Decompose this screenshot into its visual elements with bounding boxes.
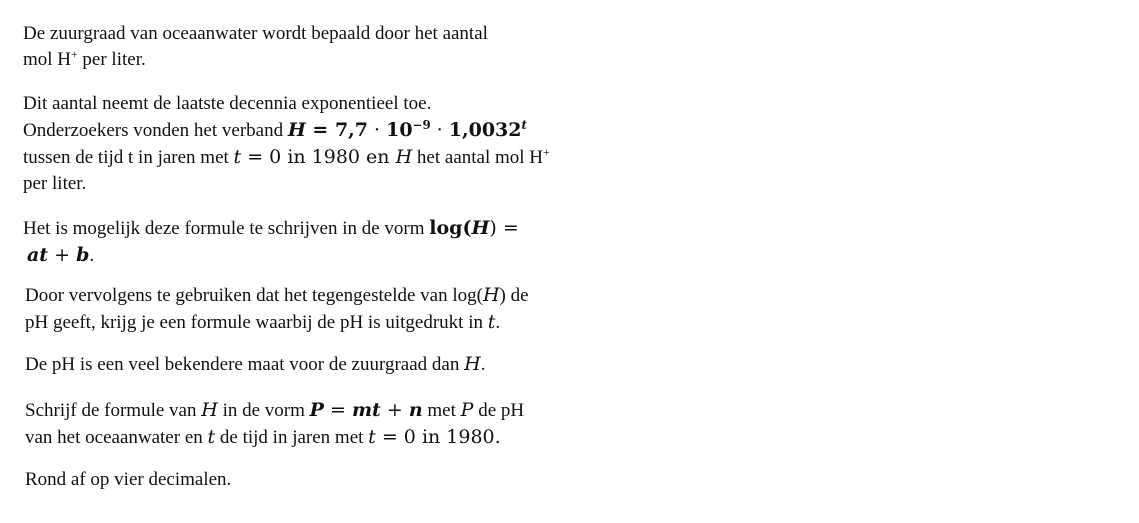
formula-lhs: H [287,119,306,141]
variable-t: t [233,146,242,168]
text: de tijd in jaren met [215,427,369,448]
text: pH geeft, krijg je een formule waarbij de pH is uitgedrukt in [25,312,488,333]
variable-h: H [395,146,413,168]
formula-log: log( [429,217,472,239]
formula-exponent: −9 [412,117,431,132]
paragraph-formula [23,91,550,197]
text-line [23,242,519,269]
variable-h: H [482,284,500,306]
variable-mt: mt [351,399,381,421]
formula-base-ten: 10 [386,119,413,141]
text: . [495,312,501,333]
paragraph-ph-known [25,351,485,378]
variable-t: t [368,426,376,448]
paragraph-rounding [25,467,231,493]
text: + [48,244,77,266]
variable-p: P [460,399,474,421]
variable-t: t [207,426,216,448]
paragraph-intro [23,21,488,73]
variable-h: H [471,217,490,239]
text: met [422,400,461,421]
variable-at: at [27,244,49,266]
superscript-plus: + [543,145,550,159]
variable-n: n [408,399,423,421]
text: Schrijf de formule van [25,400,202,421]
text-line [23,117,550,144]
text: ) = [489,217,519,239]
text: per liter. [77,49,146,70]
text-line [25,282,529,309]
text: de pH [473,400,525,421]
text: Rond af op vier decimalen. [25,469,232,490]
paragraph-log-form [23,215,519,269]
text-line [23,144,550,171]
text: . [480,354,486,375]
text-line [23,21,488,47]
formula-dot: · [430,119,449,141]
text: Onderzoekers vonden het verband [23,120,288,141]
text: Door vervolgens te gebruiken dat het tegengestelde van log( [25,285,483,306]
text: Dit aantal neemt de laatste decennia exponentieel toe. [23,93,432,114]
text: = [323,399,352,421]
text-line [23,47,488,73]
paragraph-question [25,397,524,451]
text: + [380,399,409,421]
superscript-plus: + [71,47,78,61]
text-line [25,309,529,336]
text: tussen de tijd t in jaren met [23,147,234,168]
formula-equals: = [305,119,335,141]
formula-h [288,119,527,141]
text: Het is mogelijk deze formule te schrijven in de vorm [23,218,430,239]
formula-dot: · [368,119,387,141]
variable-b: b [76,244,90,266]
text-line [25,397,524,424]
text: De pH is een veel bekendere maat voor de zuurgraad dan [25,354,465,375]
paragraph-ph [25,282,529,336]
text: per liter. [23,173,87,194]
variable-h: H [464,353,481,375]
text: = 0 in 1980 en [241,146,396,168]
formula-growth-factor: 1,0032 [448,119,522,141]
variable-h: H [201,399,218,421]
formula-coefficient: 7,7 [334,119,369,141]
variable-t: t [487,311,496,333]
text: mol H [23,49,72,70]
text: van het oceaanwater en [25,427,208,448]
text: in de vorm [217,400,310,421]
text: De zuurgraad van oceaanwater wordt bepaald door het aantal [23,23,488,44]
text: het aantal mol H [412,147,544,168]
text-line [23,171,550,197]
text-line [23,91,550,117]
text: ) de [499,285,529,306]
formula-exponent-t: t [521,117,527,132]
text: . [89,245,95,266]
text: = 0 in 1980. [375,426,501,448]
text-line [23,215,519,242]
text-line [25,351,485,378]
variable-p: P [309,399,324,421]
text-line [25,467,231,493]
text-line [25,424,524,451]
